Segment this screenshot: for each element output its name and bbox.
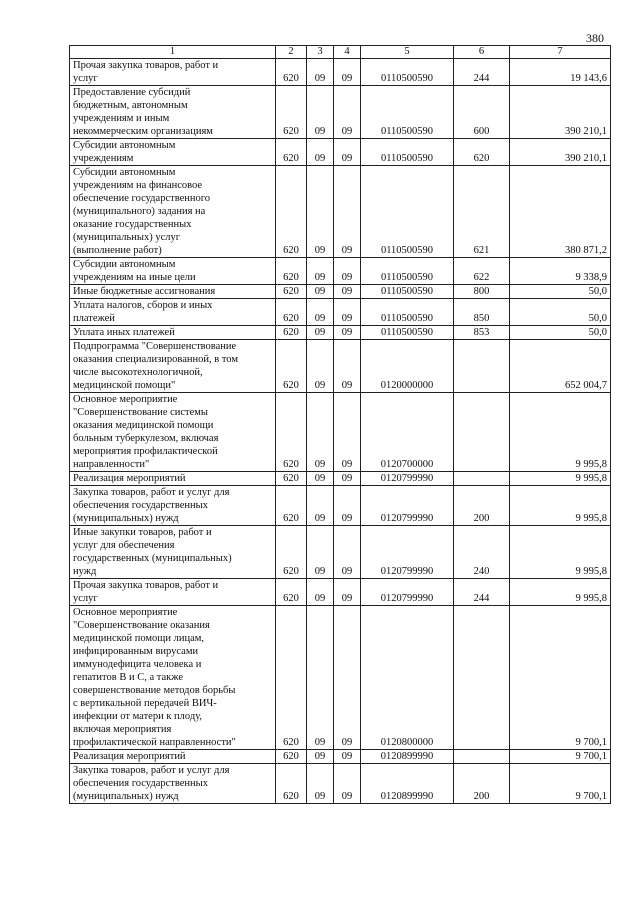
header-col-1: 1 [70,46,276,59]
item-name-line: обеспечения государственных [73,500,208,511]
item-name-line: Уплата налогов, сборов и иных [73,300,213,311]
amount-cell: 9 995,8 [510,486,611,526]
section-cell: 09 [307,606,334,750]
header-col-2: 2 [276,46,307,59]
item-name-line: инфицированным вирусами [73,646,199,657]
amount-cell: 390 210,1 [510,86,611,139]
item-name-line: Реализация мероприятий [73,751,186,762]
item-name-line: услуг для обеспечения [73,540,175,551]
item-name-cell [70,166,276,258]
section-cell: 09 [307,258,334,285]
item-name-cell [70,340,276,393]
item-name-line: нужд [73,566,97,577]
section-cell: 09 [307,86,334,139]
item-name-line: услуг [73,593,98,604]
item-name-line: (муниципальных) услуг [73,232,181,243]
amount-cell: 9 700,1 [510,750,611,764]
item-name-line: Прочая закупка товаров, работ и [73,580,219,591]
subsection-cell: 09 [334,579,361,606]
amount-cell: 50,0 [510,326,611,340]
item-name-line: учреждениям и иным [73,113,170,124]
target-article-cell: 0120799990 [361,472,454,486]
header-row [70,46,611,59]
item-name-line: направленности" [73,459,150,470]
subsection-cell: 09 [334,258,361,285]
section-cell: 09 [307,486,334,526]
ministry-cell: 620 [276,326,307,340]
expense-type-cell: 200 [454,486,510,526]
ministry-cell: 620 [276,526,307,579]
item-name-line: оказания медицинской помощи [73,420,214,431]
item-name-line: иммунодефицита человека и [73,659,202,670]
section-cell: 09 [307,764,334,804]
ministry-cell: 620 [276,139,307,166]
amount-cell: 19 143,6 [510,59,611,86]
item-name-line: Иные бюджетные ассигнования [73,286,216,297]
item-name-line: учреждениям на иные цели [73,272,196,283]
item-name-line: Субсидии автономным [73,167,176,178]
table-row [70,258,611,285]
ministry-cell: 620 [276,166,307,258]
target-article-cell: 0120799990 [361,486,454,526]
amount-cell: 9 700,1 [510,606,611,750]
item-name-line: Предоставление субсидий [73,87,191,98]
ministry-cell: 620 [276,579,307,606]
expense-type-cell: 240 [454,526,510,579]
subsection-cell: 09 [334,393,361,472]
table-row [70,299,611,326]
item-name-line: платежей [73,313,115,324]
header-col-6: 6 [454,46,510,59]
target-article-cell: 0120899990 [361,750,454,764]
ministry-cell: 620 [276,486,307,526]
item-name-line: Закупка товаров, работ и услуг для [73,765,230,776]
table-row [70,86,611,139]
item-name-line: бюджетным, автономным [73,100,188,111]
section-cell: 09 [307,139,334,166]
table-row [70,326,611,340]
target-article-cell: 0120000000 [361,340,454,393]
amount-cell: 9 995,8 [510,393,611,472]
item-name-cell [70,258,276,285]
item-name-line: числе высокотехнологичной, [73,367,203,378]
item-name-line: больным туберкулезом, включая [73,433,219,444]
item-name-line: оказание государственных [73,219,192,230]
subsection-cell: 09 [334,139,361,166]
table-row [70,486,611,526]
table-row [70,393,611,472]
expense-type-cell: 244 [454,579,510,606]
section-cell: 09 [307,59,334,86]
item-name-line: (выполнение работ) [73,245,162,256]
amount-cell: 652 004,7 [510,340,611,393]
item-name-line: некоммерческим организациям [73,126,213,137]
header-col-3: 3 [307,46,334,59]
item-name-cell [70,86,276,139]
item-name-line: Субсидии автономным [73,259,176,270]
table-body [70,59,611,804]
amount-cell: 9 995,8 [510,579,611,606]
expense-type-cell: 850 [454,299,510,326]
expense-type-cell [454,393,510,472]
item-name-line: включая мероприятия [73,724,172,735]
expense-type-cell: 200 [454,764,510,804]
page-number: 380 [586,31,604,45]
item-name-line: учреждениям [73,153,134,164]
section-cell: 09 [307,750,334,764]
ministry-cell: 620 [276,285,307,299]
section-cell: 09 [307,526,334,579]
ministry-cell: 620 [276,86,307,139]
budget-table [69,45,611,804]
expense-type-cell: 244 [454,59,510,86]
item-name-line: Основное мероприятие [73,607,178,618]
ministry-cell: 620 [276,750,307,764]
section-cell: 09 [307,340,334,393]
table-row [70,340,611,393]
expense-type-cell [454,750,510,764]
item-name-line: инфекции от матери к плоду, [73,711,203,722]
subsection-cell: 09 [334,340,361,393]
header-col-4: 4 [334,46,361,59]
item-name-line: учреждениям на финансовое [73,180,203,191]
expense-type-cell: 853 [454,326,510,340]
item-name-line: оказания специализированной, в том [73,354,238,365]
item-name-line: Уплата иных платежей [73,327,175,338]
item-name-line: медицинской помощи" [73,380,176,391]
item-name-line: государственных (муниципальных) [73,553,232,564]
item-name-cell [70,764,276,804]
item-name-line: Подпрограмма "Совершенствование [73,341,237,352]
table-row [70,472,611,486]
item-name-line: гепатитов В и С, а также [73,672,183,683]
target-article-cell: 0120800000 [361,606,454,750]
header-col-5: 5 [361,46,454,59]
item-name-line: профилактической направленности" [73,737,236,748]
target-article-cell: 0110500590 [361,258,454,285]
amount-cell: 380 871,2 [510,166,611,258]
expense-type-cell: 621 [454,166,510,258]
item-name-line: обеспечение государственного [73,193,211,204]
target-article-cell: 0110500590 [361,59,454,86]
subsection-cell: 09 [334,299,361,326]
item-name-line: Иные закупки товаров, работ и [73,527,212,538]
table-row [70,764,611,804]
subsection-cell: 09 [334,472,361,486]
subsection-cell: 09 [334,166,361,258]
expense-type-cell [454,340,510,393]
item-name-cell [70,579,276,606]
item-name-line: Субсидии автономным [73,140,176,151]
expense-type-cell [454,472,510,486]
amount-cell: 9 700,1 [510,764,611,804]
section-cell: 09 [307,393,334,472]
target-article-cell: 0110500590 [361,139,454,166]
item-name-line: (муниципальных) нужд [73,513,179,524]
item-name-line: совершенствование методов борьбы [73,685,236,696]
table-row [70,166,611,258]
ministry-cell: 620 [276,59,307,86]
ministry-cell: 620 [276,299,307,326]
item-name-cell [70,472,276,486]
amount-cell: 390 210,1 [510,139,611,166]
expense-type-cell: 620 [454,139,510,166]
item-name-cell [70,526,276,579]
table-row [70,526,611,579]
amount-cell: 9 995,8 [510,526,611,579]
item-name-line: (муниципального) задания на [73,206,206,217]
item-name-line: (муниципальных) нужд [73,791,179,802]
item-name-line: Закупка товаров, работ и услуг для [73,487,230,498]
subsection-cell: 09 [334,59,361,86]
table-row [70,579,611,606]
item-name-cell [70,139,276,166]
item-name-cell [70,393,276,472]
target-article-cell: 0120899990 [361,764,454,804]
subsection-cell: 09 [334,86,361,139]
item-name-line: Прочая закупка товаров, работ и [73,60,219,71]
item-name-line: мероприятия профилактической [73,446,218,457]
item-name-cell [70,750,276,764]
target-article-cell: 0120799990 [361,526,454,579]
section-cell: 09 [307,166,334,258]
ministry-cell: 620 [276,606,307,750]
ministry-cell: 620 [276,472,307,486]
target-article-cell: 0120700000 [361,393,454,472]
expense-type-cell: 800 [454,285,510,299]
section-cell: 09 [307,299,334,326]
item-name-line: "Совершенствование оказания [73,620,210,631]
ministry-cell: 620 [276,764,307,804]
ministry-cell: 620 [276,393,307,472]
subsection-cell: 09 [334,526,361,579]
item-name-line: медицинской помощи лицам, [73,633,205,644]
item-name-line: Основное мероприятие [73,394,178,405]
table-row [70,59,611,86]
section-cell: 09 [307,285,334,299]
amount-cell: 50,0 [510,285,611,299]
item-name-cell [70,606,276,750]
item-name-cell [70,59,276,86]
target-article-cell: 0110500590 [361,299,454,326]
expense-type-cell: 622 [454,258,510,285]
target-article-cell: 0110500590 [361,86,454,139]
section-cell: 09 [307,472,334,486]
header-col-7: 7 [510,46,611,59]
section-cell: 09 [307,579,334,606]
table-row [70,285,611,299]
table-row [70,139,611,166]
ministry-cell: 620 [276,340,307,393]
item-name-cell [70,299,276,326]
amount-cell: 50,0 [510,299,611,326]
target-article-cell: 0120799990 [361,579,454,606]
amount-cell: 9 338,9 [510,258,611,285]
item-name-line: "Совершенствование системы [73,407,208,418]
amount-cell: 9 995,8 [510,472,611,486]
subsection-cell: 09 [334,764,361,804]
section-cell: 09 [307,326,334,340]
item-name-cell [70,285,276,299]
subsection-cell: 09 [334,486,361,526]
item-name-cell [70,326,276,340]
item-name-line: с вертикальной передачей ВИЧ- [73,698,217,709]
subsection-cell: 09 [334,606,361,750]
target-article-cell: 0110500590 [361,326,454,340]
ministry-cell: 620 [276,258,307,285]
table-row [70,750,611,764]
item-name-line: услуг [73,73,98,84]
item-name-cell [70,486,276,526]
item-name-line: обеспечения государственных [73,778,208,789]
expense-type-cell [454,606,510,750]
subsection-cell: 09 [334,285,361,299]
table-row [70,606,611,750]
item-name-line: Реализация мероприятий [73,473,186,484]
subsection-cell: 09 [334,750,361,764]
subsection-cell: 09 [334,326,361,340]
target-article-cell: 0110500590 [361,166,454,258]
expense-type-cell: 600 [454,86,510,139]
target-article-cell: 0110500590 [361,285,454,299]
